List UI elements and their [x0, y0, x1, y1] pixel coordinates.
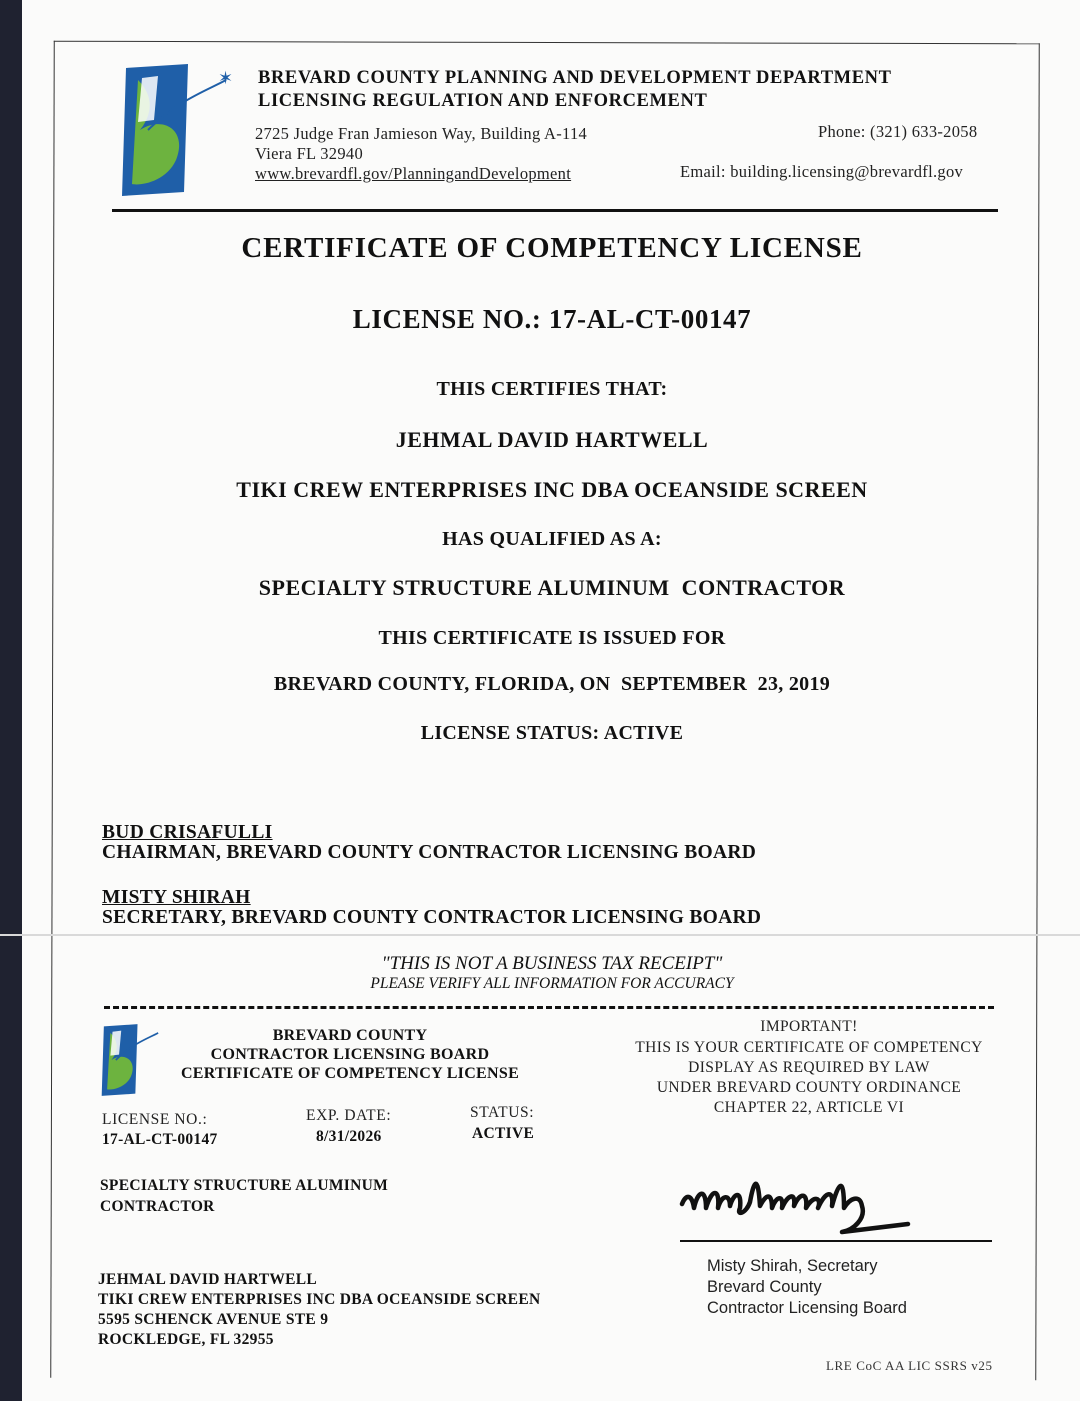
secretary-name: MISTY SHIRAH: [102, 887, 251, 908]
licensee-name: JEHMAL DAVID HARTWELL: [395, 427, 709, 452]
chairman-title: CHAIRMAN, BREVARD COUNTY CONTRACTOR LICENSING BOARD: [102, 842, 757, 863]
department-name: BREVARD COUNTY PLANNING AND DEVELOPMENT DEPARTMENT: [258, 68, 892, 88]
card-logo-icon: [98, 1022, 164, 1098]
issued-for-label: THIS CERTIFICATE IS ISSUED FOR: [378, 627, 726, 649]
issue-date: BREVARD COUNTY, FLORIDA, ON SEPTEMBER 23, 2019: [273, 673, 831, 695]
form-code: LRE CoC AA LIC SSRS v25: [826, 1358, 993, 1373]
fold-crease: [0, 934, 1080, 936]
card-exp-value: 8/31/2026: [316, 1128, 382, 1145]
card-license-value: 17-AL-CT-00147: [102, 1131, 218, 1148]
card-title-county: BREVARD COUNTY: [272, 1027, 428, 1044]
signature-line: [680, 1240, 992, 1242]
signer-county: Brevard County: [707, 1278, 822, 1296]
important-line5: CHAPTER 22, ARTICLE VI: [713, 1099, 905, 1116]
tax-receipt-notice: "THIS IS NOT A BUSINESS TAX RECEIPT": [381, 953, 723, 974]
holder-city: ROCKLEDGE, FL 32955: [98, 1331, 274, 1348]
address-line2: Viera FL 32940: [255, 144, 363, 163]
important-line3: DISPLAY AS REQUIRED BY LAW: [688, 1059, 930, 1076]
company-name: TIKI CREW ENTERPRISES INC DBA OCEANSIDE SCREEN: [236, 477, 868, 502]
signer-title: Misty Shirah, Secretary: [707, 1257, 878, 1275]
trade-classification: SPECIALTY STRUCTURE ALUMINUM CONTRACTOR: [258, 575, 846, 600]
signer-board: Contractor Licensing Board: [707, 1299, 907, 1317]
cut-line: [104, 1006, 994, 1009]
phone-number: Phone: (321) 633-2058: [818, 122, 978, 141]
card-title-certificate: CERTIFICATE OF COMPETENCY LICENSE: [180, 1065, 520, 1082]
important-line4: UNDER BREVARD COUNTY ORDINANCE: [656, 1079, 962, 1096]
card-trade-line2: CONTRACTOR: [100, 1198, 215, 1215]
brevard-logo-icon: [118, 60, 234, 200]
qualified-label: HAS QUALIFIED AS A:: [442, 528, 662, 550]
license-number-heading: LICENSE NO.: 17-AL-CT-00147: [352, 304, 752, 334]
chairman-name: BUD CRISAFULLI: [102, 822, 273, 843]
holder-name: JEHMAL DAVID HARTWELL: [98, 1271, 318, 1288]
card-trade-line1: SPECIALTY STRUCTURE ALUMINUM: [100, 1177, 389, 1194]
card-status-label: STATUS:: [470, 1104, 535, 1121]
email-address: Email: building.licensing@brevardfl.gov: [680, 162, 964, 181]
division-name: LICENSING REGULATION AND ENFORCEMENT: [258, 91, 708, 111]
holder-street: 5595 SCHENCK AVENUE STE 9: [98, 1311, 329, 1328]
license-status: LICENSE STATUS: ACTIVE: [420, 722, 684, 744]
important-heading: IMPORTANT!: [760, 1018, 858, 1035]
address-line1: 2725 Judge Fran Jamieson Way, Building A-114: [255, 124, 588, 143]
card-exp-label: EXP. DATE:: [306, 1107, 392, 1124]
header-divider: [112, 209, 998, 212]
certificate-title: CERTIFICATE OF COMPETENCY LICENSE: [241, 232, 863, 264]
certifies-label: THIS CERTIFIES THAT:: [436, 378, 668, 400]
verify-notice: PLEASE VERIFY ALL INFORMATION FOR ACCURACY: [370, 975, 734, 992]
website-link[interactable]: www.brevardfl.gov/PlanningandDevelopment: [255, 164, 572, 183]
secretary-title: SECRETARY, BREVARD COUNTY CONTRACTOR LICENSING BOARD: [102, 907, 762, 928]
handwritten-signature: [676, 1164, 926, 1238]
holder-company: TIKI CREW ENTERPRISES INC DBA OCEANSIDE SCREEN: [98, 1291, 541, 1308]
card-title-board: CONTRACTOR LICENSING BOARD: [210, 1046, 490, 1063]
card-status-value: ACTIVE: [472, 1125, 535, 1142]
important-line2: THIS IS YOUR CERTIFICATE OF COMPETENCY: [635, 1039, 983, 1056]
card-license-label: LICENSE NO.:: [102, 1111, 208, 1128]
svg-text:✶: ✶: [218, 68, 234, 89]
